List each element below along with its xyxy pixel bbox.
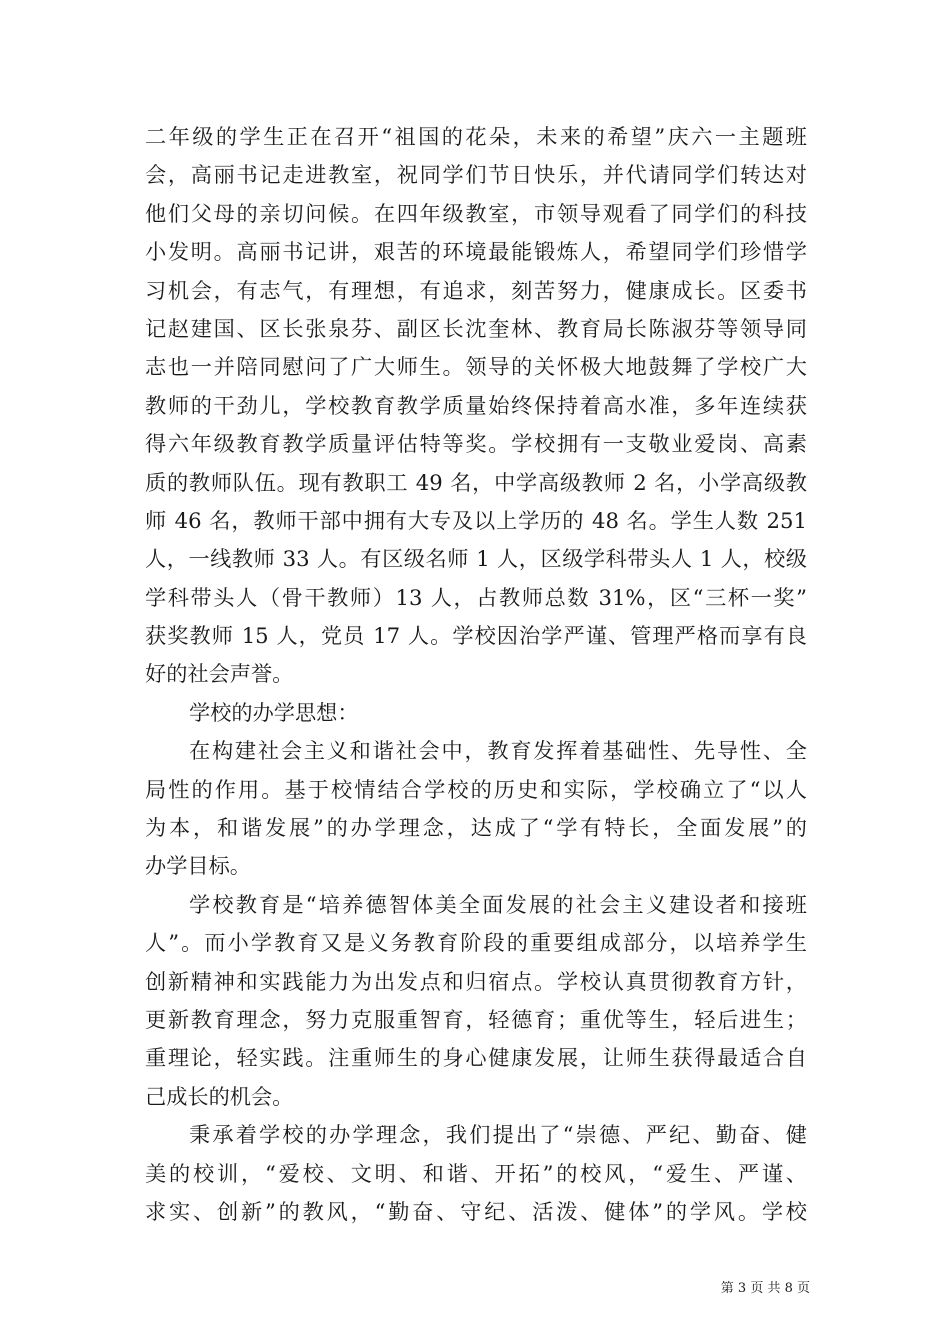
text-line: 人”。而小学教育又是义务教育阶段的重要组成部分，以培养学生 [145, 930, 807, 956]
text-line: 二年级的学生正在召开“祖国的花朵，未来的希望”庆六一主题班 [145, 124, 807, 149]
text-line: 习机会，有志气，有理想，有追求，刻苦努力，健康成长。区委书 [145, 277, 807, 303]
text-line: 教师的干劲儿，学校教育教学质量始终保持着高水准，多年连续获 [145, 392, 807, 418]
text-line: 好的社会声誉。 [145, 661, 294, 687]
text-line: 学校的办学思想： [189, 699, 359, 725]
text-line: 秉承着学校的办学理念，我们提出了“崇德、严纪、勤奋、健 [189, 1122, 807, 1148]
text-line: 学科带头人（骨干教师）13 人，占教师总数 31%，区“三杯一奖” [145, 584, 807, 610]
text-line: 美的校训，“爱校、文明、和谐、开拓”的校风，“爱生、严谨、 [145, 1160, 807, 1186]
text-line: 人，一线教师 33 人。有区级名师 1 人，区级学科带头人 1 人，校级 [145, 546, 807, 572]
text-line: 创新精神和实践能力为出发点和归宿点。学校认真贯彻教育方针， [145, 968, 807, 994]
page-number-footer: 第 3 页 共 8 页 [720, 1281, 810, 1296]
text-line: 己成长的机会。 [145, 1083, 294, 1109]
text-line: 记赵建国、区长张泉芬、副区长沈奎林、教育局长陈淑芬等领导同 [145, 315, 807, 341]
text-line: 志也一并陪同慰问了广大师生。领导的关怀极大地鼓舞了学校广大 [145, 354, 807, 380]
text-line: 会，高丽书记走进教室，祝同学们节日快乐，并代请同学们转达对 [145, 162, 807, 188]
text-line: 办学目标。 [145, 853, 251, 879]
text-line: 质的教师队伍。现有教职工 49 名，中学高级教师 2 名，小学高级教 [145, 469, 807, 495]
text-line: 师 46 名，教师干部中拥有大专及以上学历的 48 名。学生人数 251 [145, 507, 807, 533]
document-body [145, 118, 807, 1231]
text-line: 学校教育是“培养德智体美全面发展的社会主义建设者和接班 [189, 891, 807, 917]
text-line: 重理论，轻实践。注重师生的身心健康发展，让师生获得最适合自 [145, 1045, 807, 1071]
text-line: 得六年级教育教学质量评估特等奖。学校拥有一支敬业爱岗、高素 [145, 431, 807, 457]
text-line: 获奖教师 15 人，党员 17 人。学校因治学严谨、管理严格而享有良 [145, 623, 807, 649]
text-line: 小发明。高丽书记讲，艰苦的环境最能锻炼人，希望同学们珍惜学 [145, 239, 807, 265]
text-line: 在构建社会主义和谐社会中，教育发挥着基础性、先导性、全 [189, 738, 807, 764]
text-line: 更新教育理念，努力克服重智育，轻德育；重优等生，轻后进生； [145, 1006, 807, 1032]
text-line: 求实、创新”的教风，“勤奋、守纪、活泼、健体”的学风。学校 [145, 1198, 807, 1224]
text-line: 为本，和谐发展”的办学理念，达成了“学有特长，全面发展”的 [145, 815, 807, 841]
text-line: 局性的作用。基于校情结合学校的历史和实际，学校确立了“以人 [145, 776, 807, 802]
text-line: 他们父母的亲切问候。在四年级教室，市领导观看了同学们的科技 [145, 200, 807, 226]
